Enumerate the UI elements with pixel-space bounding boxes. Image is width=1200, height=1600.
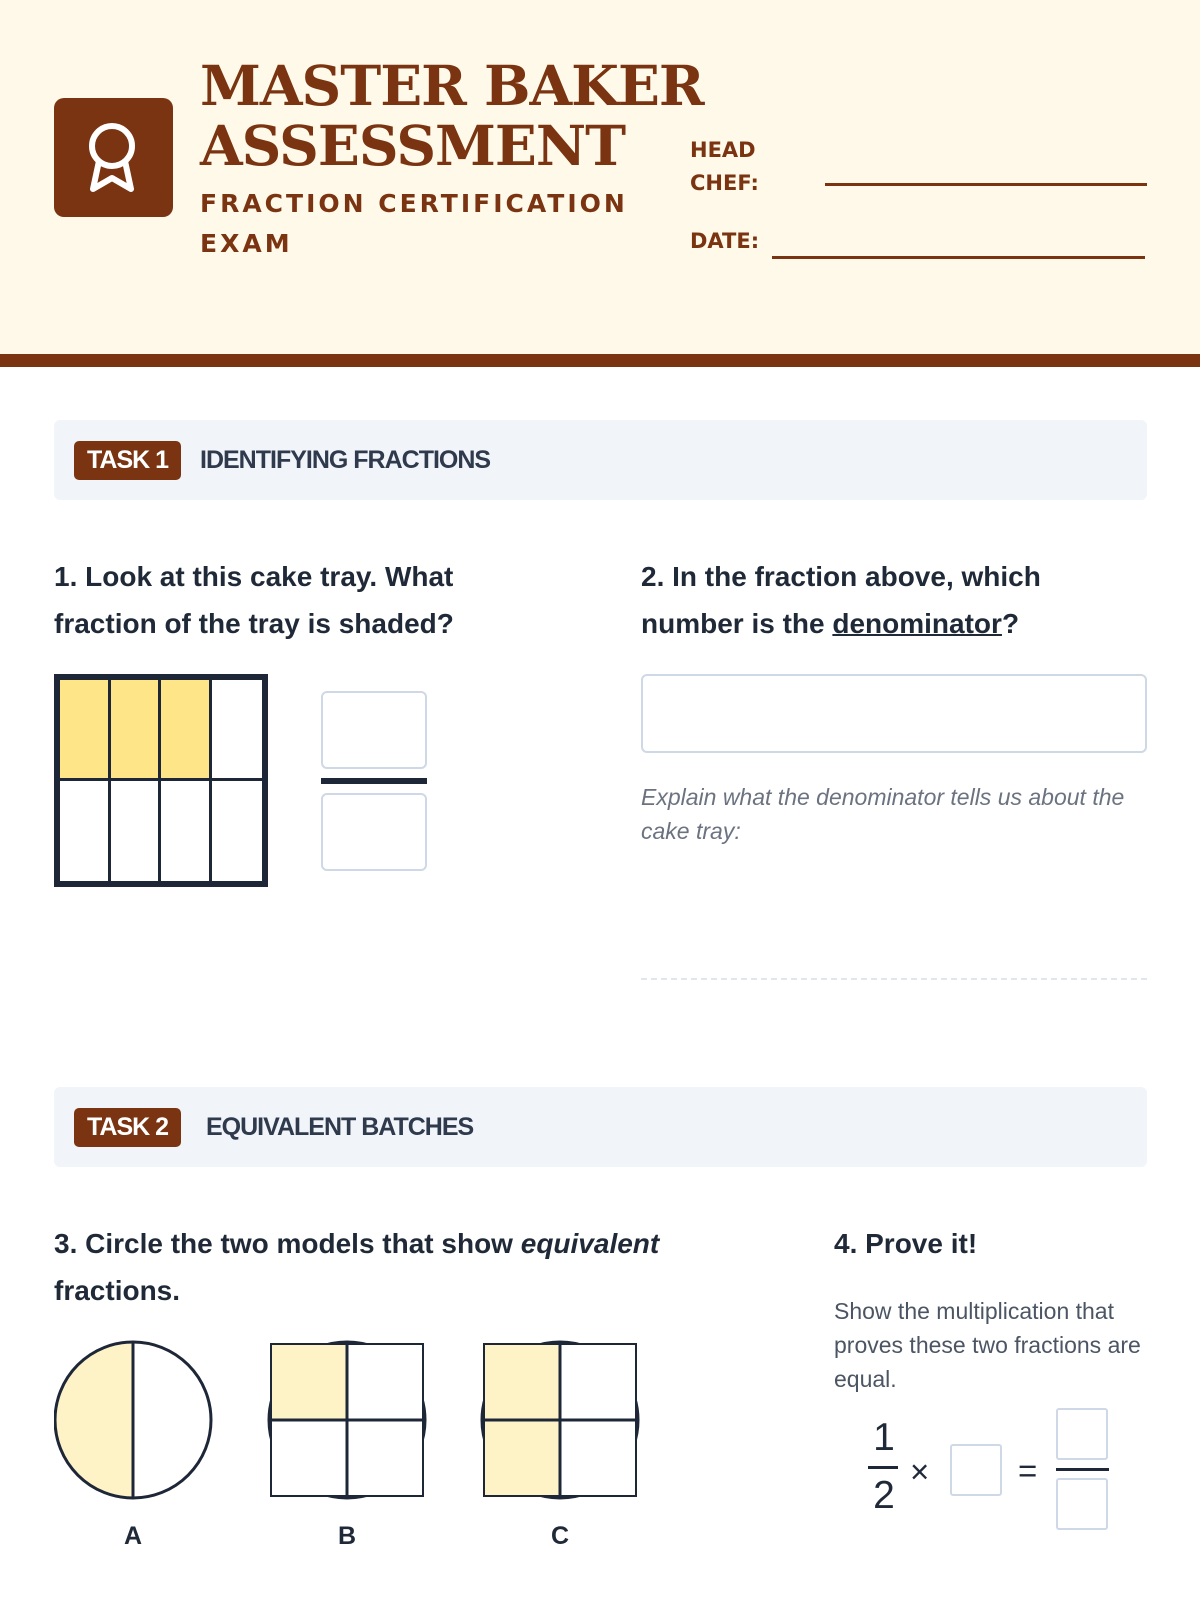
tray-cell <box>212 680 263 781</box>
question-2 <box>641 553 1041 647</box>
question-3 <box>54 1220 659 1314</box>
question-2-text: number is the <box>641 608 833 639</box>
question-2-line-2 <box>641 600 1041 647</box>
model-a[interactable] <box>54 1340 214 1500</box>
question-2-line-1: 2. In the fraction above, which <box>641 561 1041 592</box>
model-b-cell <box>347 1344 423 1420</box>
multiplier-input[interactable] <box>950 1444 1002 1496</box>
times-sign: × <box>910 1453 930 1490</box>
question-4-instructions: Show the multiplication that proves these two fractions are equal. <box>834 1298 1141 1392</box>
page-subtitle: FRACTION CERTIFICATION EXAM <box>200 189 628 258</box>
task-1-name: IDENTIFYING FRACTIONS <box>200 446 491 474</box>
cake-tray-grid <box>54 674 268 887</box>
result-denominator-input[interactable] <box>1056 1478 1108 1530</box>
model-b[interactable] <box>266 1340 430 1500</box>
task-2-tag: TASK 2 <box>74 1108 181 1147</box>
numerator-input[interactable] <box>321 691 427 769</box>
model-b-cell <box>271 1420 347 1496</box>
question-1-line-2: fraction of the tray is shaded? <box>54 608 454 639</box>
question-3-line-2: fractions. <box>54 1275 181 1306</box>
model-b-cell <box>347 1420 423 1496</box>
equation-numerator: 1 <box>873 1416 895 1459</box>
model-b-label: B <box>337 1522 357 1550</box>
page-title <box>200 53 704 178</box>
question-2-mark: ? <box>1001 608 1020 639</box>
date-field[interactable] <box>772 256 1145 259</box>
award-badge <box>54 98 173 217</box>
equation-denominator: 2 <box>873 1474 895 1517</box>
head-chef-label <box>690 134 759 200</box>
model-c[interactable] <box>479 1340 643 1500</box>
tray-cell <box>60 781 111 882</box>
explain-hint: Explain what the denominator tells us about the cake tray: <box>641 784 1125 844</box>
model-c-cell <box>560 1420 636 1496</box>
equals-sign: = <box>1018 1452 1038 1489</box>
date-label: DATE: <box>690 229 760 253</box>
fraction-bar <box>321 778 427 784</box>
result-fraction-bar <box>1056 1468 1109 1471</box>
header-divider <box>0 354 1200 367</box>
model-a-shaded-half <box>55 1342 133 1498</box>
task-2-name: EQUIVALENT BATCHES <box>206 1113 474 1141</box>
denominator-answer-input[interactable] <box>641 674 1147 753</box>
tray-cell <box>111 781 162 882</box>
model-c-cell <box>560 1344 636 1420</box>
task-2-header <box>54 1087 1147 1167</box>
equation-fraction-bar <box>868 1466 898 1469</box>
equivalent-term: equivalent <box>520 1228 660 1259</box>
tray-cell-shaded <box>60 680 111 781</box>
question-1 <box>54 553 454 647</box>
tray-cell-shaded <box>161 680 212 781</box>
tray-cell <box>212 781 263 882</box>
question-3-line-1 <box>54 1220 659 1267</box>
question-3-text: 3. Circle the two models that show <box>54 1228 521 1259</box>
tray-cell-shaded <box>111 680 162 781</box>
model-c-label: C <box>550 1522 570 1550</box>
model-c-shaded-cell <box>484 1344 560 1420</box>
denominator-input[interactable] <box>321 793 427 871</box>
task-1-tag: TASK 1 <box>74 441 181 480</box>
award-ribbon-icon <box>54 98 173 217</box>
result-numerator-input[interactable] <box>1056 1408 1108 1460</box>
title-line-1: MASTER BAKER <box>200 53 704 118</box>
head-chef-label-line-2: CHEF: <box>690 171 759 195</box>
title-line-2: ASSESSMENT <box>200 113 626 178</box>
head-chef-field[interactable] <box>825 183 1147 186</box>
head-chef-label-line-1: HEAD <box>690 138 756 162</box>
tray-cell <box>161 781 212 882</box>
question-4-title: 4. Prove it! <box>834 1228 978 1259</box>
task-1-header <box>54 420 1147 500</box>
model-b-shaded-cell <box>271 1344 347 1420</box>
model-c-shaded-cell <box>484 1420 560 1496</box>
question-1-line-1: 1. Look at this cake tray. What <box>54 561 454 592</box>
explain-answer-line[interactable] <box>641 978 1147 980</box>
model-a-label: A <box>123 1522 143 1550</box>
denominator-term: denominator <box>832 608 1002 639</box>
